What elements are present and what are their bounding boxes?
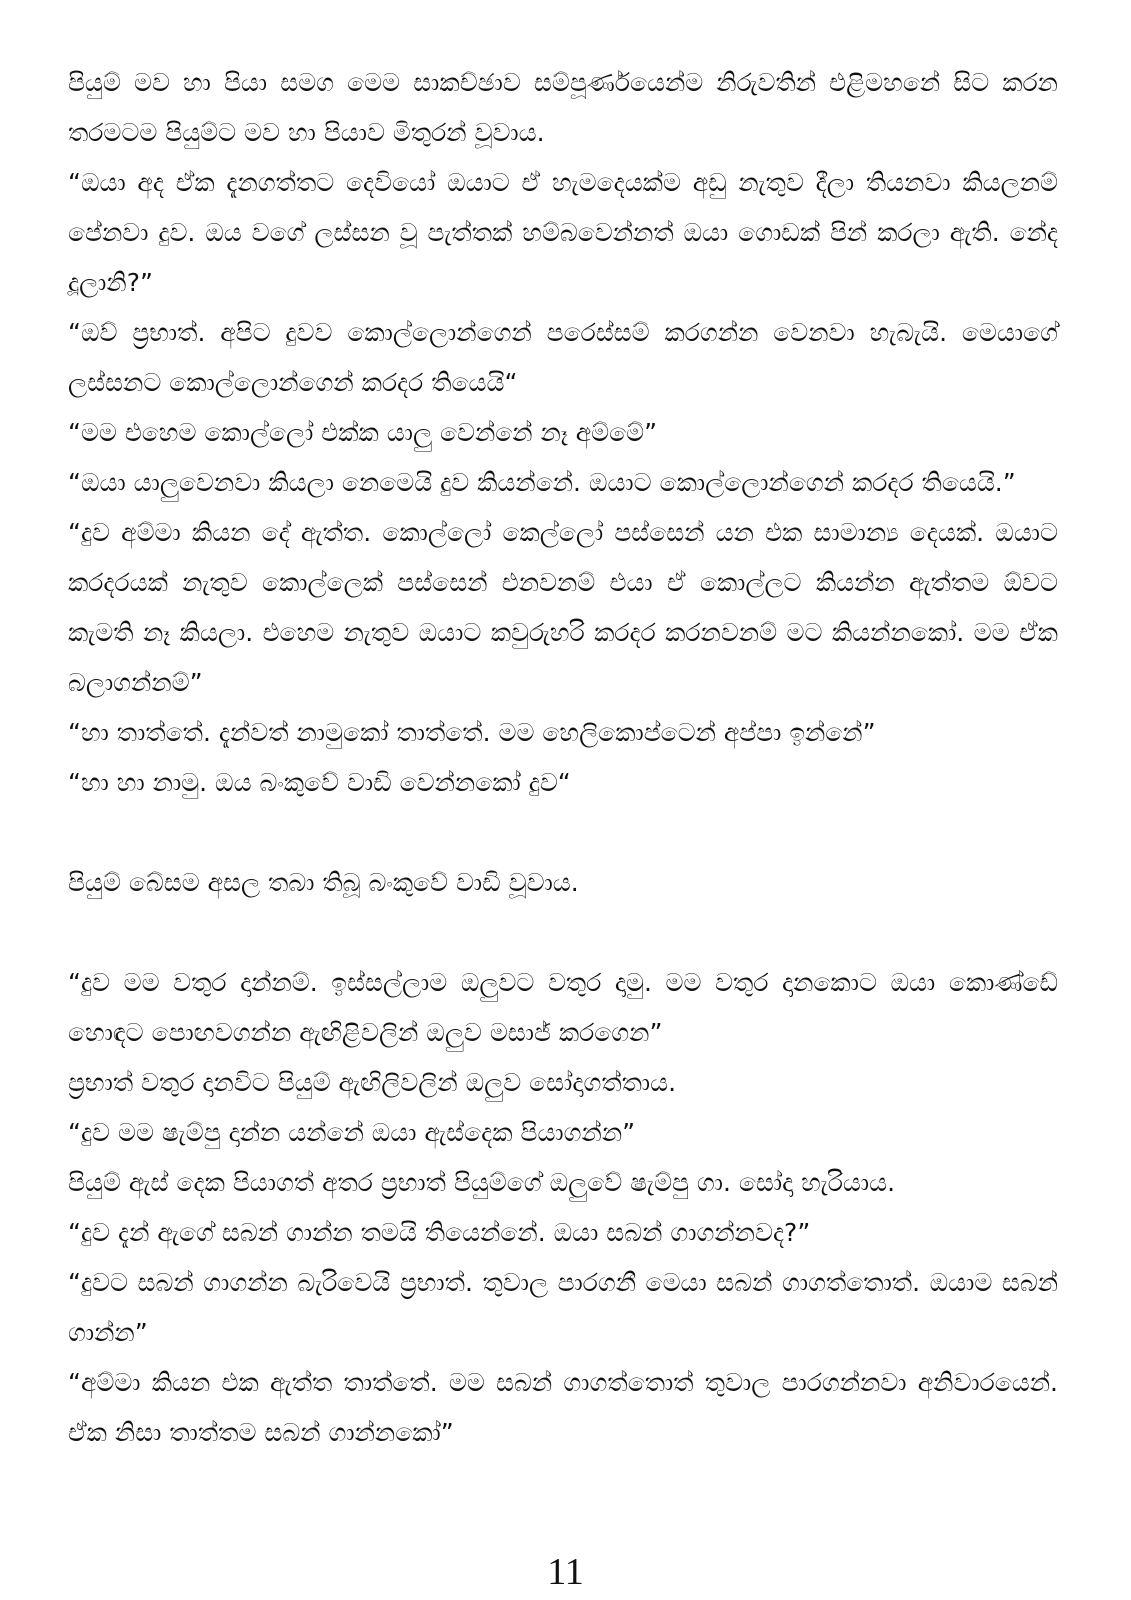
- page-number: 11: [547, 1551, 584, 1593]
- paragraph: ප්‍රභාත් වතුර දානවිට පියුම් ඇඟිලිවලින් ඔලුව සෝදාගත්තාය.: [68, 1068, 677, 1097]
- paragraph: “දුව මම වතුර දාන්නම්. ඉස්සල්ලාම ඔලුවට වතුර දාමු. මම වතුර දානකොට ඔයා කොණ්ඩේ හොඳට පොඟවගන්න ඇඟිළිවලින් ඔලුව මසාජ් කරගෙන”: [68, 968, 1058, 1047]
- paragraph: “ඔව් ප්‍රභාත්. අපිට දුවව කොල්ලොන්ගෙන් පරෙස්සම් කරගන්න වෙනවා හැබැයි. මෙයාගේ ලස්සනට කොල්ලොන්ගෙන් කරදර තියෙයි“: [68, 318, 1058, 397]
- paragraph: “දුව අම්මා කියන දේ ඇත්ත. කොල්ලෝ කෙල්ලෝ පස්සෙන් යන එක සාමාන්‍ය දෙයක්. ඔයාට කරදරයක් නැතුව කොල්ලෙක් පස්සෙන් එනවනම් එයා ඒ කොල්ලට කියන්න ඇත්තම ඕවට කැමති නෑ කියලා. එහෙම නැතුව ඔයාට කවුරුහරි කරදර කරනවනම් මට කියන්නකෝ. මම ඒක බලාගන්නම්”: [68, 518, 1058, 697]
- paragraph: පියුම් ඇස් දෙක පියාගත් අතර ප්‍රභාත් පියුම්ගේ ඔලුවේ ෂැම්පු ගා. සෝදා හැරියාය.: [68, 1168, 896, 1197]
- paragraph: පියුම් බේසම අසල තබා තිබූ බංකුවේ වාඩි වූවාය.: [68, 868, 579, 897]
- paragraph-gap: [68, 808, 1058, 858]
- body-text: [68, 58, 1058, 1458]
- paragraph: “අම්මා කියන එක ඇත්ත තාත්තේ. මම සබන් ගාගත්තොත් තුවාල පාරගන්නවා අනිවාරයෙන්. ඒක නිසා තාත්තම සබන් ගාන්නකෝ”: [68, 1368, 1058, 1447]
- paragraph: “ඔයා යාලුවෙනවා කියලා නෙමෙයි දුව කියන්නේ. ඔයාට කොල්ලොන්ගෙන් කරදර තියෙයි.”: [68, 468, 1016, 497]
- paragraph: “දුවට සබන් ගාගන්න බැරිවෙයි ප්‍රභාත්. තුවාල පාරගනී මෙයා සබන් ගාගත්තොත්. ඔයාම සබන් ගාන්න”: [68, 1268, 1058, 1347]
- paragraph: “දුව දැන් ඇගේ සබන් ගාන්න තමයි තියෙන්නේ. ඔයා සබන් ගාගන්නවද?”: [68, 1218, 811, 1247]
- paragraph: “හා හා නාමු. ඔය බංකුවේ වාඩි වෙන්නකෝ දුව“: [68, 768, 571, 797]
- paragraph: පියුම් මව හා පියා සමග මෙම සාකච්ඡාව සම්පූර්ණයෙන්ම නිරුවතින් එළිමහනේ සිට කරන තරමටම පියුම්ට මව හා පියාව මිතුරන් වූවාය.: [68, 68, 1058, 147]
- paragraph-gap: [68, 908, 1058, 958]
- paragraph: “දුව මම ෂැම්පු දාන්න යන්නේ ඔයා ඇස්දෙක පියාගන්න”: [68, 1118, 636, 1147]
- paragraph: “හා තාත්තේ. දැන්වත් නාමුකෝ තාත්තේ. මම හෙලිකොප්ටෙන් අප්පා ඉන්නේ”: [68, 718, 876, 747]
- paragraph: “මම එහෙම කොල්ලෝ එක්ක යාලු වෙන්නේ නෑ අම්මේ”: [68, 418, 658, 447]
- paragraph: “ඔයා අද ඒක දැනගත්තට දෙවියෝ ඔයාට ඒ හැමදෙයක්ම අඩු නැතුව දීලා තියනවා කියලනම් පේනවා දුව. ඔය වගේ ලස්සන වූ පැත්තක් හම්බවෙන්නත් ඔයා ගොඩක් පින් කරලා ඇති. නේද දූලානි?”: [68, 168, 1058, 297]
